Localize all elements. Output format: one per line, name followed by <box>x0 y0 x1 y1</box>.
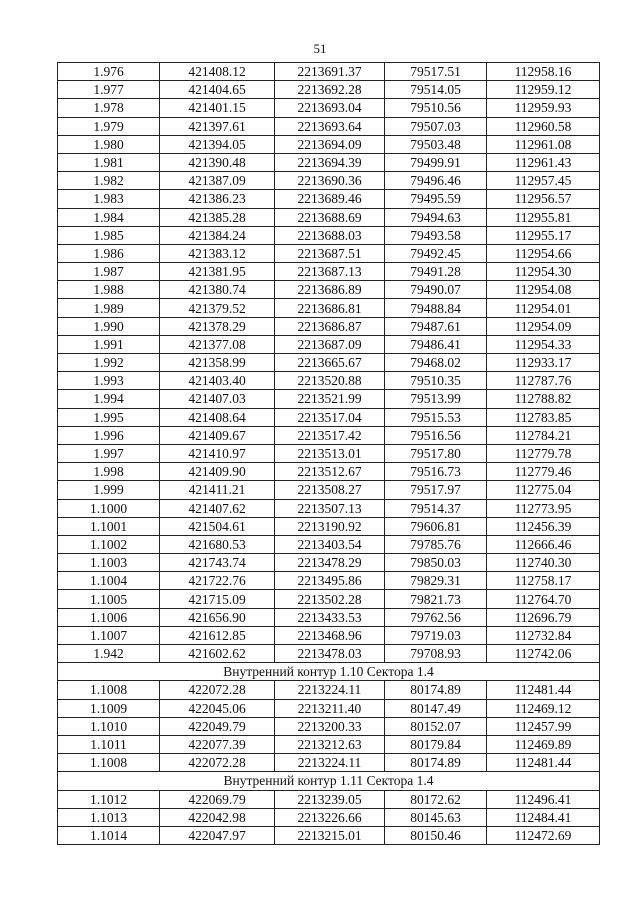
coordinate-cell: 421358.99 <box>160 354 275 372</box>
coordinate-cell: 2213687.13 <box>275 263 385 281</box>
coordinate-cell: 80174.89 <box>385 681 487 699</box>
coordinate-cell: 421408.12 <box>160 63 275 81</box>
point-id-cell: 1.942 <box>58 645 160 663</box>
coordinate-cell: 79514.37 <box>385 499 487 517</box>
coordinate-cell: 2213517.04 <box>275 408 385 426</box>
coordinate-cell: 79510.56 <box>385 99 487 117</box>
coordinate-cell: 79719.03 <box>385 626 487 644</box>
table-row <box>58 390 600 408</box>
table-row <box>58 63 600 81</box>
coordinate-cell: 2213665.67 <box>275 354 385 372</box>
point-id-cell: 1.985 <box>58 226 160 244</box>
coordinate-cell: 2213512.67 <box>275 463 385 481</box>
coordinate-cell: 421390.48 <box>160 153 275 171</box>
coordinate-cell: 80172.62 <box>385 790 487 808</box>
point-id-cell: 1.986 <box>58 244 160 262</box>
coordinate-cell: 112469.89 <box>487 735 600 753</box>
coordinate-cell: 421408.64 <box>160 408 275 426</box>
coordinate-cell: 79490.07 <box>385 281 487 299</box>
table-row <box>58 208 600 226</box>
table-row <box>58 281 600 299</box>
coordinate-cell: 421401.15 <box>160 99 275 117</box>
table-row <box>58 99 600 117</box>
coordinate-cell: 79517.80 <box>385 444 487 462</box>
table-row <box>58 354 600 372</box>
coordinate-cell: 2213521.99 <box>275 390 385 408</box>
coordinate-cell: 112457.99 <box>487 717 600 735</box>
coordinate-cell: 79492.45 <box>385 244 487 262</box>
table-row <box>58 481 600 499</box>
point-id-cell: 1.1003 <box>58 554 160 572</box>
table-row <box>58 135 600 153</box>
coordinate-cell: 112496.41 <box>487 790 600 808</box>
coordinate-cell: 422049.79 <box>160 717 275 735</box>
table-row <box>58 372 600 390</box>
coordinate-cell: 112955.17 <box>487 226 600 244</box>
table-row <box>58 645 600 663</box>
table-row <box>58 263 600 281</box>
coordinate-cell: 2213689.46 <box>275 190 385 208</box>
coordinate-cell: 2213694.09 <box>275 135 385 153</box>
coordinate-cell: 2213468.96 <box>275 626 385 644</box>
coordinate-cell: 2213226.66 <box>275 808 385 826</box>
coordinate-cell: 2213693.04 <box>275 99 385 117</box>
coordinate-cell: 421403.40 <box>160 372 275 390</box>
coordinate-cell: 112742.06 <box>487 645 600 663</box>
coordinate-cell: 2213693.64 <box>275 117 385 135</box>
coordinate-cell: 2213688.69 <box>275 208 385 226</box>
coordinate-cell: 421379.52 <box>160 299 275 317</box>
table-row <box>58 735 600 753</box>
coordinate-cell: 421381.95 <box>160 263 275 281</box>
coordinate-cell: 421387.09 <box>160 172 275 190</box>
coordinate-cell: 2213433.53 <box>275 608 385 626</box>
coordinate-cell: 421384.24 <box>160 226 275 244</box>
point-id-cell: 1.1008 <box>58 754 160 772</box>
coordinate-cell: 79468.02 <box>385 354 487 372</box>
coordinate-cell: 79829.31 <box>385 572 487 590</box>
section-header-label: Внутренний контур 1.10 Сектора 1.4 <box>58 663 600 681</box>
point-id-cell: 1.1009 <box>58 699 160 717</box>
point-id-cell: 1.1011 <box>58 735 160 753</box>
coordinate-cell: 421394.05 <box>160 135 275 153</box>
coordinate-cell: 2213212.63 <box>275 735 385 753</box>
coordinate-cell: 2213200.33 <box>275 717 385 735</box>
coordinate-cell: 2213403.54 <box>275 535 385 553</box>
coordinate-cell: 421386.23 <box>160 190 275 208</box>
coordinate-cell: 79516.56 <box>385 426 487 444</box>
coordinate-cell: 112784.21 <box>487 426 600 444</box>
coordinate-cell: 2213692.28 <box>275 81 385 99</box>
point-id-cell: 1.978 <box>58 99 160 117</box>
coordinate-cell: 112954.66 <box>487 244 600 262</box>
coordinate-cell: 2213691.37 <box>275 63 385 81</box>
coordinate-cell: 421380.74 <box>160 281 275 299</box>
coordinate-cell: 421383.12 <box>160 244 275 262</box>
table-row <box>58 517 600 535</box>
coordinate-cell: 112961.08 <box>487 135 600 153</box>
table-row <box>58 172 600 190</box>
point-id-cell: 1.1012 <box>58 790 160 808</box>
table-row <box>58 535 600 553</box>
coordinate-cell: 79762.56 <box>385 608 487 626</box>
table-row <box>58 335 600 353</box>
point-id-cell: 1.1000 <box>58 499 160 517</box>
coordinate-cell: 79507.03 <box>385 117 487 135</box>
table-row <box>58 317 600 335</box>
point-id-cell: 1.976 <box>58 63 160 81</box>
coordinates-table-body <box>58 63 600 845</box>
coordinate-cell: 112961.43 <box>487 153 600 171</box>
table-row <box>58 699 600 717</box>
coordinate-cell: 2213224.11 <box>275 681 385 699</box>
coordinate-cell: 79517.97 <box>385 481 487 499</box>
coordinate-cell: 2213513.01 <box>275 444 385 462</box>
coordinate-cell: 79493.58 <box>385 226 487 244</box>
point-id-cell: 1.987 <box>58 263 160 281</box>
coordinate-cell: 112764.70 <box>487 590 600 608</box>
coordinate-cell: 112958.16 <box>487 63 600 81</box>
coordinate-cell: 112775.04 <box>487 481 600 499</box>
table-row <box>58 244 600 262</box>
table-row <box>58 572 600 590</box>
point-id-cell: 1.1006 <box>58 608 160 626</box>
coordinate-cell: 79496.46 <box>385 172 487 190</box>
coordinate-cell: 79708.93 <box>385 645 487 663</box>
coordinate-cell: 112959.12 <box>487 81 600 99</box>
point-id-cell: 1.984 <box>58 208 160 226</box>
coordinate-cell: 80174.89 <box>385 754 487 772</box>
point-id-cell: 1.990 <box>58 317 160 335</box>
point-id-cell: 1.999 <box>58 481 160 499</box>
coordinate-cell: 422047.97 <box>160 826 275 844</box>
point-id-cell: 1.977 <box>58 81 160 99</box>
table-row <box>58 426 600 444</box>
coordinate-cell: 112732.84 <box>487 626 600 644</box>
coordinate-cell: 421378.29 <box>160 317 275 335</box>
coordinate-cell: 2213507.13 <box>275 499 385 517</box>
coordinate-cell: 79488.84 <box>385 299 487 317</box>
coordinate-cell: 421377.08 <box>160 335 275 353</box>
coordinate-cell: 2213687.09 <box>275 335 385 353</box>
point-id-cell: 1.1008 <box>58 681 160 699</box>
point-id-cell: 1.994 <box>58 390 160 408</box>
point-id-cell: 1.996 <box>58 426 160 444</box>
coordinate-cell: 421385.28 <box>160 208 275 226</box>
coordinate-cell: 422042.98 <box>160 808 275 826</box>
coordinate-cell: 421404.65 <box>160 81 275 99</box>
coordinate-cell: 79516.73 <box>385 463 487 481</box>
coordinate-cell: 79491.28 <box>385 263 487 281</box>
coordinate-cell: 79515.53 <box>385 408 487 426</box>
coordinate-cell: 422069.79 <box>160 790 275 808</box>
coordinate-cell: 112773.95 <box>487 499 600 517</box>
coordinate-cell: 2213215.01 <box>275 826 385 844</box>
coordinate-cell: 112740.30 <box>487 554 600 572</box>
coordinate-cell: 422072.28 <box>160 681 275 699</box>
coordinate-cell: 2213190.92 <box>275 517 385 535</box>
coordinate-cell: 112787.76 <box>487 372 600 390</box>
coordinate-cell: 2213520.88 <box>275 372 385 390</box>
point-id-cell: 1.989 <box>58 299 160 317</box>
table-row <box>58 826 600 844</box>
table-row <box>58 499 600 517</box>
point-id-cell: 1.988 <box>58 281 160 299</box>
coordinate-cell: 2213690.36 <box>275 172 385 190</box>
coordinate-cell: 112472.69 <box>487 826 600 844</box>
coordinate-cell: 112960.58 <box>487 117 600 135</box>
coordinate-cell: 112666.46 <box>487 535 600 553</box>
point-id-cell: 1.998 <box>58 463 160 481</box>
section-header-label: Внутренний контур 1.11 Сектора 1.4 <box>58 772 600 790</box>
table-row <box>58 590 600 608</box>
table-row <box>58 754 600 772</box>
coordinate-cell: 421680.53 <box>160 535 275 553</box>
table-row <box>58 681 600 699</box>
coordinate-cell: 421602.62 <box>160 645 275 663</box>
coordinate-cell: 2213502.28 <box>275 590 385 608</box>
coordinate-cell: 421409.67 <box>160 426 275 444</box>
coordinate-cell: 2213688.03 <box>275 226 385 244</box>
point-id-cell: 1.1005 <box>58 590 160 608</box>
coordinate-cell: 2213495.86 <box>275 572 385 590</box>
coordinate-cell: 2213478.29 <box>275 554 385 572</box>
table-row <box>58 626 600 644</box>
coordinate-cell: 112484.41 <box>487 808 600 826</box>
coordinate-cell: 112933.17 <box>487 354 600 372</box>
point-id-cell: 1.980 <box>58 135 160 153</box>
coordinate-cell: 422072.28 <box>160 754 275 772</box>
point-id-cell: 1.1007 <box>58 626 160 644</box>
coordinate-cell: 421715.09 <box>160 590 275 608</box>
coordinate-cell: 421407.62 <box>160 499 275 517</box>
table-row <box>58 554 600 572</box>
coordinate-cell: 112758.17 <box>487 572 600 590</box>
coordinate-cell: 422077.39 <box>160 735 275 753</box>
point-id-cell: 1.1014 <box>58 826 160 844</box>
coordinate-cell: 2213694.39 <box>275 153 385 171</box>
table-row <box>58 226 600 244</box>
coordinate-cell: 80179.84 <box>385 735 487 753</box>
point-id-cell: 1.982 <box>58 172 160 190</box>
table-row <box>58 190 600 208</box>
coordinate-cell: 2213687.51 <box>275 244 385 262</box>
coordinate-cell: 422045.06 <box>160 699 275 717</box>
point-id-cell: 1.1004 <box>58 572 160 590</box>
point-id-cell: 1.997 <box>58 444 160 462</box>
coordinate-cell: 112954.01 <box>487 299 600 317</box>
coordinate-cell: 79821.73 <box>385 590 487 608</box>
coordinate-cell: 79606.81 <box>385 517 487 535</box>
coordinate-cell: 112954.33 <box>487 335 600 353</box>
point-id-cell: 1.1010 <box>58 717 160 735</box>
coordinate-cell: 2213224.11 <box>275 754 385 772</box>
table-row <box>58 117 600 135</box>
coordinate-cell: 2213239.05 <box>275 790 385 808</box>
point-id-cell: 1.1013 <box>58 808 160 826</box>
coordinate-cell: 421397.61 <box>160 117 275 135</box>
coordinate-cell: 112959.93 <box>487 99 600 117</box>
coordinate-cell: 2213211.40 <box>275 699 385 717</box>
table-row <box>58 81 600 99</box>
table-row <box>58 463 600 481</box>
coordinate-cell: 2213686.89 <box>275 281 385 299</box>
coordinate-cell: 79510.35 <box>385 372 487 390</box>
coordinate-cell: 421409.90 <box>160 463 275 481</box>
coordinate-cell: 79503.48 <box>385 135 487 153</box>
coordinate-cell: 80150.46 <box>385 826 487 844</box>
coordinate-cell: 112481.44 <box>487 681 600 699</box>
coordinate-cell: 112779.46 <box>487 463 600 481</box>
coordinate-cell: 2213517.42 <box>275 426 385 444</box>
coordinate-cell: 2213508.27 <box>275 481 385 499</box>
coordinate-cell: 79517.51 <box>385 63 487 81</box>
coordinates-table <box>57 62 600 845</box>
coordinate-cell: 112955.81 <box>487 208 600 226</box>
point-id-cell: 1.1001 <box>58 517 160 535</box>
section-header-row <box>58 772 600 790</box>
coordinate-cell: 112788.82 <box>487 390 600 408</box>
coordinate-cell: 112469.12 <box>487 699 600 717</box>
coordinate-cell: 112696.79 <box>487 608 600 626</box>
coordinate-cell: 79495.59 <box>385 190 487 208</box>
coordinate-cell: 2213686.81 <box>275 299 385 317</box>
table-row <box>58 153 600 171</box>
table-row <box>58 608 600 626</box>
coordinate-cell: 79513.99 <box>385 390 487 408</box>
coordinate-cell: 79499.91 <box>385 153 487 171</box>
coordinate-cell: 79494.63 <box>385 208 487 226</box>
coordinate-cell: 421504.61 <box>160 517 275 535</box>
coordinate-cell: 112954.30 <box>487 263 600 281</box>
coordinate-cell: 79850.03 <box>385 554 487 572</box>
table-row <box>58 444 600 462</box>
coordinate-cell: 112954.09 <box>487 317 600 335</box>
coordinate-cell: 112779.78 <box>487 444 600 462</box>
coordinate-cell: 421407.03 <box>160 390 275 408</box>
point-id-cell: 1.983 <box>58 190 160 208</box>
coordinate-cell: 80145.63 <box>385 808 487 826</box>
coordinate-cell: 112954.08 <box>487 281 600 299</box>
coordinate-cell: 112956.57 <box>487 190 600 208</box>
coordinate-cell: 112957.45 <box>487 172 600 190</box>
coordinate-cell: 79785.76 <box>385 535 487 553</box>
coordinate-cell: 112481.44 <box>487 754 600 772</box>
coordinate-cell: 112456.39 <box>487 517 600 535</box>
coordinate-cell: 421612.85 <box>160 626 275 644</box>
coordinate-cell: 79514.05 <box>385 81 487 99</box>
coordinate-cell: 79487.61 <box>385 317 487 335</box>
coordinate-cell: 112783.85 <box>487 408 600 426</box>
point-id-cell: 1.979 <box>58 117 160 135</box>
section-header-row <box>58 663 600 681</box>
coordinate-cell: 80152.07 <box>385 717 487 735</box>
point-id-cell: 1.995 <box>58 408 160 426</box>
table-row <box>58 808 600 826</box>
coordinate-cell: 2213686.87 <box>275 317 385 335</box>
table-row <box>58 790 600 808</box>
table-row <box>58 408 600 426</box>
point-id-cell: 1.993 <box>58 372 160 390</box>
table-row <box>58 717 600 735</box>
point-id-cell: 1.992 <box>58 354 160 372</box>
coordinate-cell: 421410.97 <box>160 444 275 462</box>
point-id-cell: 1.1002 <box>58 535 160 553</box>
page-number: 51 <box>313 41 327 56</box>
table-row <box>58 299 600 317</box>
coordinate-cell: 421411.21 <box>160 481 275 499</box>
coordinate-cell: 80147.49 <box>385 699 487 717</box>
coordinate-cell: 421722.76 <box>160 572 275 590</box>
coordinate-cell: 79486.41 <box>385 335 487 353</box>
coordinate-cell: 421743.74 <box>160 554 275 572</box>
coordinate-cell: 421656.90 <box>160 608 275 626</box>
coordinate-cell: 2213478.03 <box>275 645 385 663</box>
point-id-cell: 1.981 <box>58 153 160 171</box>
point-id-cell: 1.991 <box>58 335 160 353</box>
